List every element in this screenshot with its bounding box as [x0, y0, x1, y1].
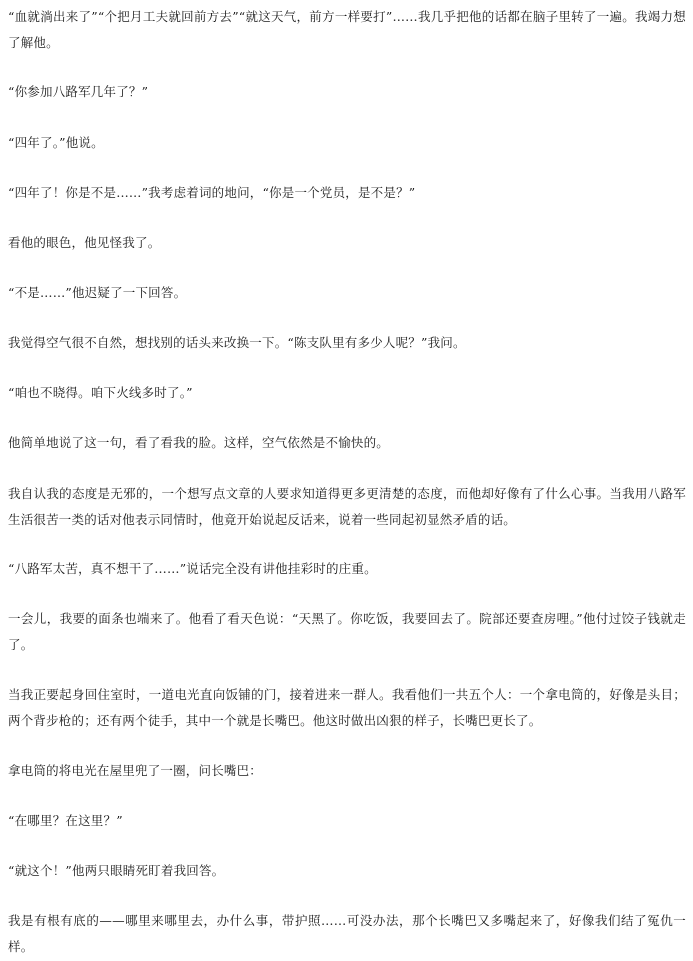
- paragraph-2: “你参加八路军几年了？”: [8, 84, 149, 99]
- paragraph-15: “在哪里？在这里？”: [8, 813, 123, 828]
- paragraph-17: 我是有根有底的——哪里来哪里去，办什么事，带护照……可没办法，那个长嘴巴又多嘴起来了，好像我们结了冤仇一样。: [8, 913, 686, 954]
- paragraph-10: 我自认我的态度是无邪的，一个想写点文章的人要求知道得更多更清楚的态度，而他却好像有了什么心事。当我用八路军生活很苦一类的话对他表示同情时，他竟开始说起反话来，说着一些同起初显然矛盾的话。: [8, 486, 686, 527]
- paragraph-3: “四年了。”他说。: [8, 135, 104, 150]
- paragraph-6: “不是……”他迟疑了一下回答。: [8, 285, 187, 300]
- paragraph-12: 一会儿，我要的面条也端来了。他看了看天色说：“天黑了。你吃饭，我要回去了。院部还要查房哩。”他付过饺子钱就走了。: [8, 611, 686, 652]
- paragraph-14: 拿电筒的将电光在屋里兜了一圈，问长嘴巴：: [8, 763, 263, 778]
- paragraph-11: “八路军太苦，真不想干了……”说话完全没有讲他挂彩时的庄重。: [8, 561, 377, 576]
- paragraph-13: 当我正要起身回住室时，一道电光直向饭铺的门，接着进来一群人。我看他们一共五个人：一个拿电筒的，好像是头目；两个背步枪的；还有两个徒手，其中一个就是长嘴巴。他这时做出凶狠的样子，长嘴巴更长了。: [8, 687, 686, 728]
- paragraph-16: “就这个！”他两只眼睛死盯着我回答。: [8, 863, 225, 878]
- paragraph-4: “四年了！你是不是……”我考虑着词的地问，“你是一个党员，是不是？”: [8, 185, 416, 200]
- paragraph-8: “咱也不晓得。咱下火线多时了。”: [8, 385, 193, 400]
- paragraph-9: 他简单地说了这一句，看了看我的脸。这样，空气依然是不愉快的。: [8, 435, 390, 450]
- paragraph-7: 我觉得空气很不自然，想找别的话头来改换一下。“陈支队里有多少人呢？”我问。: [8, 335, 466, 350]
- paragraph-5: 看他的眼色，他见怪我了。: [8, 235, 161, 250]
- paragraph-1: “血就淌出来了”“个把月工夫就回前方去”“就这天气，前方一样要打”……我几乎把他的话都在脑子里转了一遍。我竭力想了解他。: [8, 9, 686, 50]
